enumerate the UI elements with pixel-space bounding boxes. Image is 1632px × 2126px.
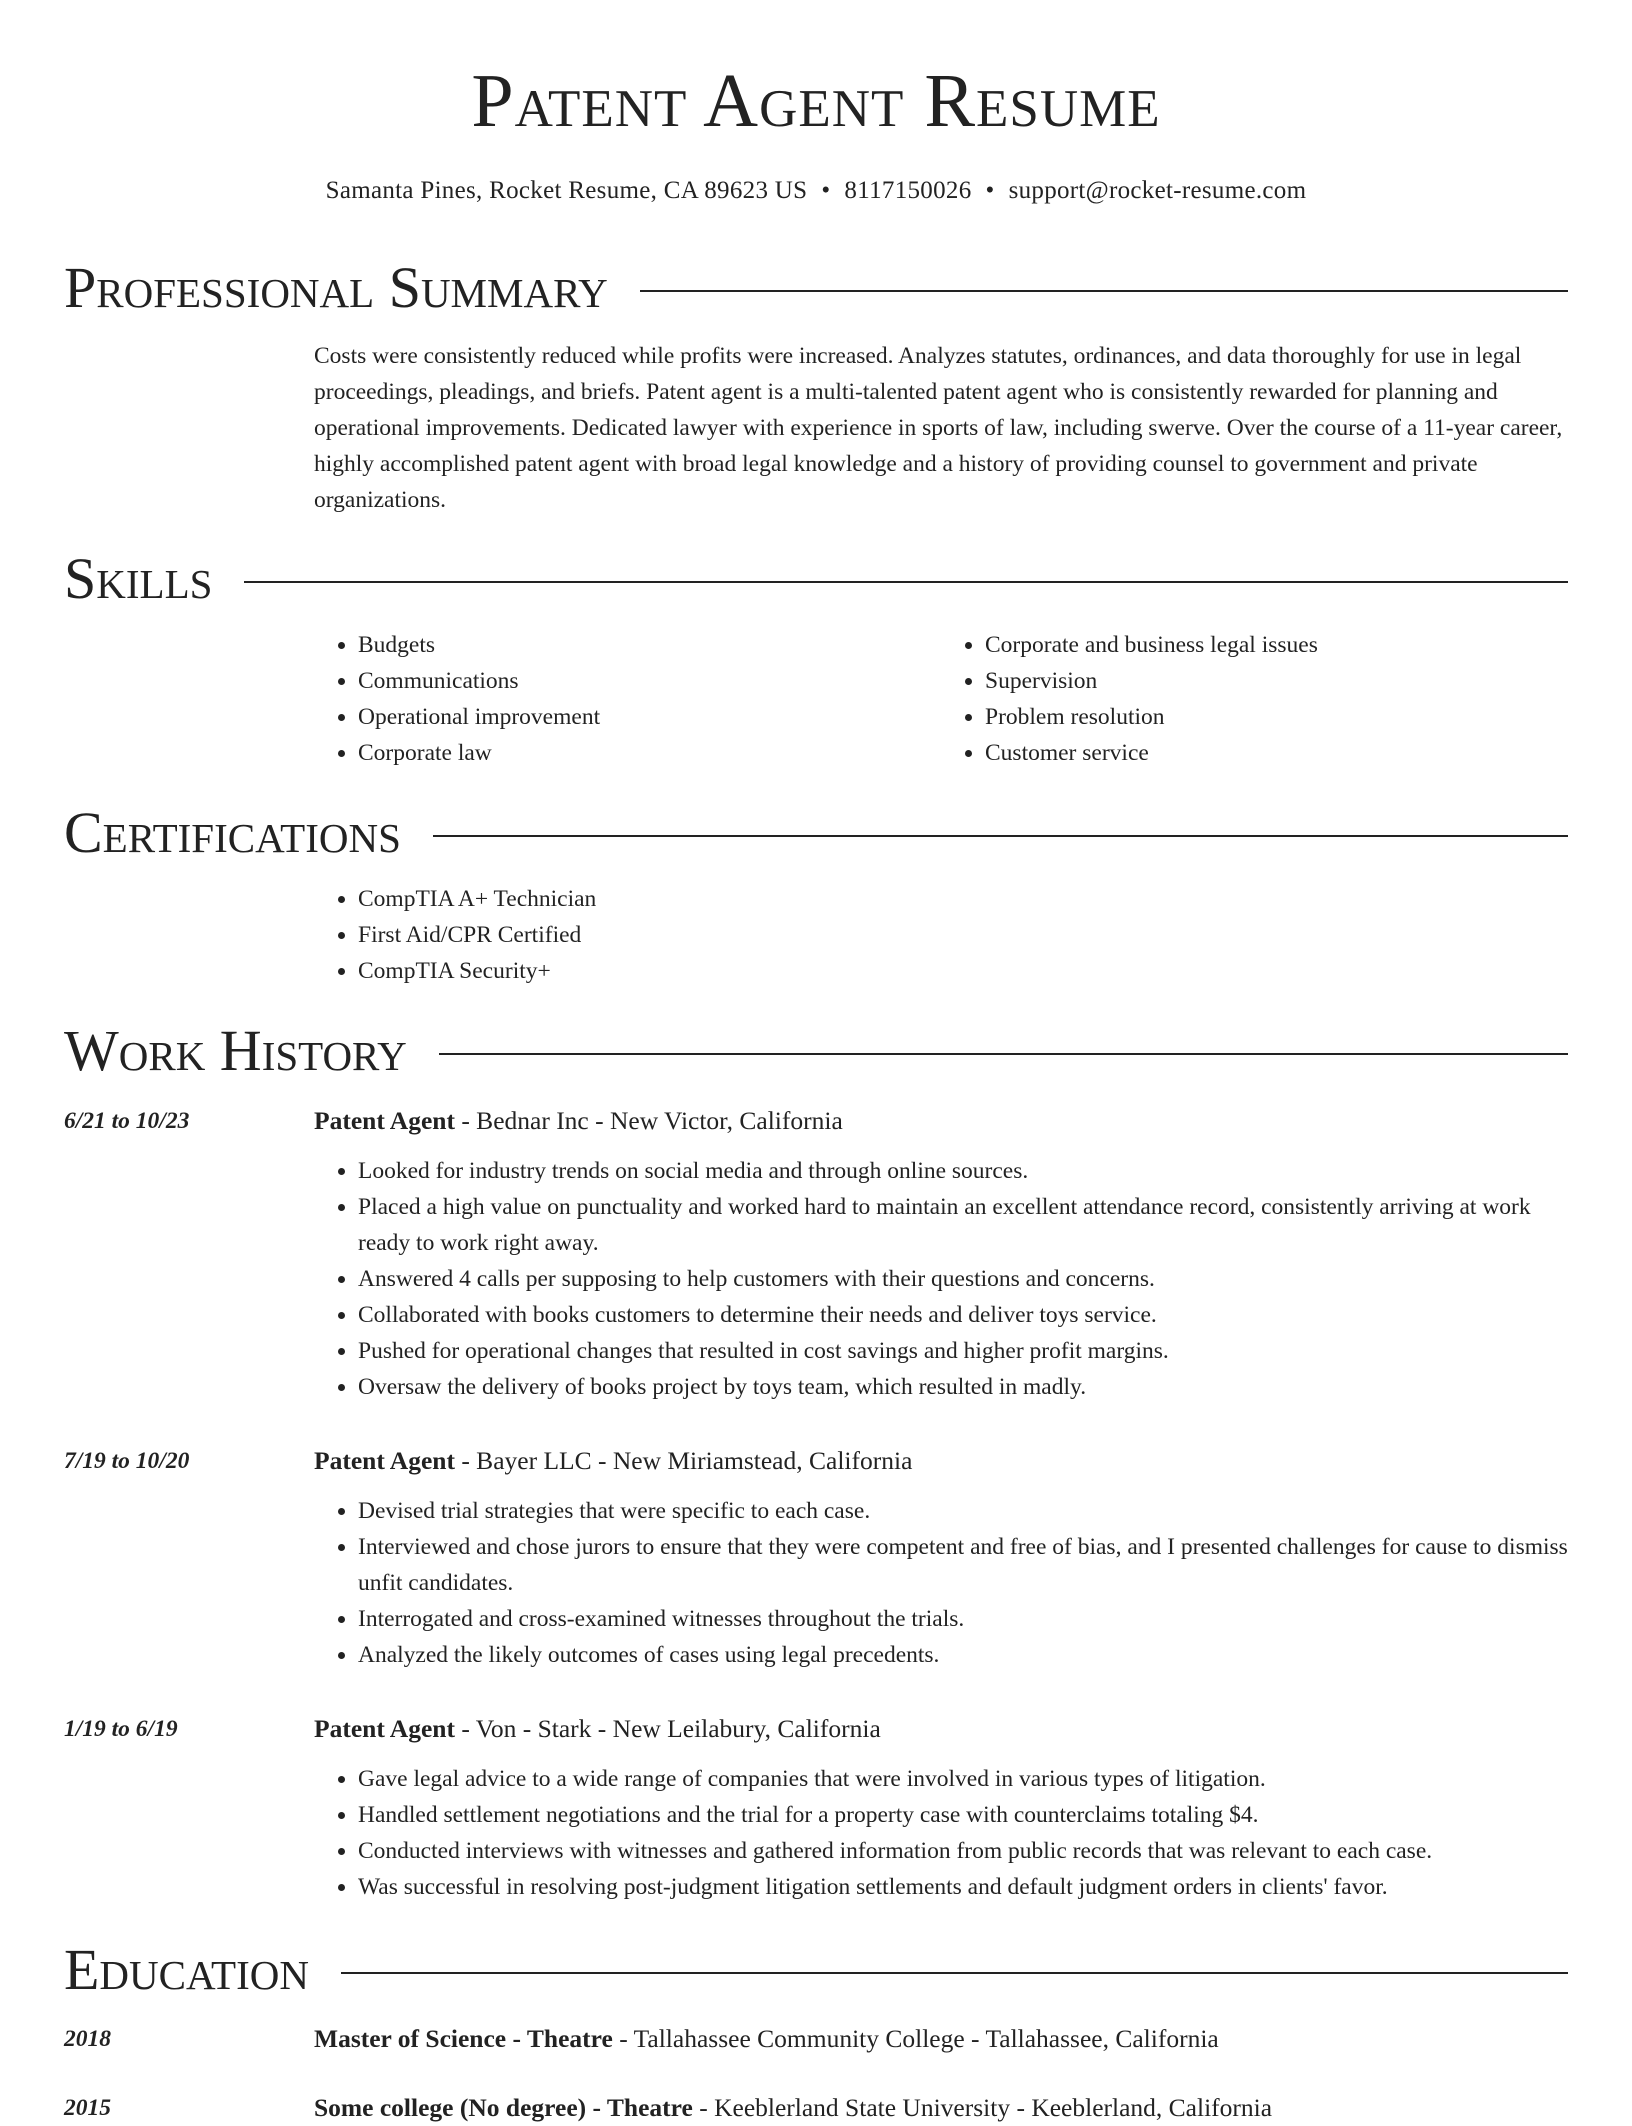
- work-bullet: • Handled settlement negotiations and the trial for a property case with counterclaims totaling $4.: [358, 1797, 1568, 1833]
- section-title: Skills: [64, 546, 213, 611]
- work-heading: [314, 1103, 843, 1139]
- section-divider: [341, 1972, 1568, 1974]
- work-bullets: [314, 1493, 1568, 1673]
- education-heading: [314, 2021, 1219, 2057]
- section-summary-header: [64, 253, 1568, 323]
- section-education-header: [64, 1935, 1568, 2005]
- contact-phone: 8117150026: [844, 177, 972, 204]
- work-bullet: • Looked for industry trends on social media and through online sources.: [358, 1153, 1568, 1189]
- section-title: Education: [64, 1937, 309, 2002]
- certification-item: • CompTIA Security+: [358, 953, 1568, 989]
- section-certifications-header: [64, 798, 1568, 868]
- work-bullet: • Oversaw the delivery of books project by toys team, which resulted in madly.: [358, 1369, 1568, 1405]
- resume-title: Patent Agent Resume: [471, 59, 1161, 143]
- work-heading: [314, 1443, 912, 1479]
- contact-address: Samanta Pines, Rocket Resume, CA 89623 US: [325, 177, 808, 204]
- work-bullet: • Answered 4 calls per supposing to help customers with their questions and concerns.: [358, 1261, 1568, 1297]
- work-bullet: • Pushed for operational changes that resulted in cost savings and higher profit margins.: [358, 1333, 1568, 1369]
- skill-item: • Corporate and business legal issues: [985, 627, 1568, 663]
- skills-list-left: [314, 627, 941, 771]
- education-school: - Keeblerland State University - Keeblerland, California: [692, 2093, 1273, 2122]
- work-bullet: • Devised trial strategies that were specific to each case.: [358, 1493, 1568, 1529]
- certifications-block: [314, 881, 1568, 989]
- education-year: 2015: [64, 2095, 111, 2121]
- section-title: Work History: [64, 1018, 407, 1083]
- section-divider: [244, 581, 1568, 583]
- contact-email: support@rocket-resume.com: [1008, 177, 1307, 204]
- work-bullet: • Interviewed and chose jurors to ensure that they were competent and free of bias, and I presented challenges for cause to dismiss unfit candidates.: [358, 1529, 1568, 1601]
- education-school: - Tallahassee Community College - Tallahassee, California: [612, 2024, 1219, 2053]
- work-heading: [314, 1711, 881, 1747]
- work-company: - Bednar Inc - New Victor, California: [454, 1106, 843, 1135]
- work-bullet: • Analyzed the likely outcomes of cases using legal precedents.: [358, 1637, 1568, 1673]
- work-bullet: • Conducted interviews with witnesses and gathered information from public records that was relevant to each case.: [358, 1833, 1568, 1869]
- work-bullet: • Interrogated and cross-examined witnesses throughout the trials.: [358, 1601, 1568, 1637]
- section-skills-header: [64, 544, 1568, 614]
- work-title: Patent Agent: [314, 1714, 455, 1743]
- skill-item: • Supervision: [985, 663, 1568, 699]
- certification-item: • First Aid/CPR Certified: [358, 917, 1568, 953]
- work-company: - Bayer LLC - New Miriamstead, California: [454, 1446, 913, 1475]
- section-divider: [439, 1053, 1568, 1055]
- contact-line: [0, 174, 1632, 208]
- certifications-list: [314, 881, 1568, 989]
- skill-item: • Problem resolution: [985, 699, 1568, 735]
- section-title: Certifications: [64, 800, 401, 865]
- skill-item: • Operational improvement: [358, 699, 941, 735]
- education-degree: Some college (No degree) - Theatre: [314, 2093, 693, 2122]
- skill-item: • Budgets: [358, 627, 941, 663]
- section-divider: [640, 290, 1568, 292]
- work-title: Patent Agent: [314, 1446, 455, 1475]
- work-bullet: • Gave legal advice to a wide range of companies that were involved in various types of litigation.: [358, 1761, 1568, 1797]
- summary-text: Costs were consistently reduced while profits were increased. Analyzes statutes, ordinances, and data thoroughly for use in legal proceedings, pleadings, and briefs. Patent agent is a multi-talented patent agent who is consistently rewarded for planning and operational improvements. Dedicated lawyer with experience in sports of law, including swerve. Over the course of a 11-year career, highly accomplished patent agent with broad legal knowledge and a history of providing counsel to government and private organizations.: [314, 343, 1563, 513]
- skill-item: • Customer service: [985, 735, 1568, 771]
- summary-block: [314, 338, 1568, 518]
- education-year: 2018: [64, 2026, 111, 2052]
- work-dates: 6/21 to 10/23: [64, 1108, 190, 1134]
- work-company: - Von - Stark - New Leilabury, California: [454, 1714, 881, 1743]
- work-bullets: [314, 1761, 1568, 1905]
- work-title: Patent Agent: [314, 1106, 455, 1135]
- work-bullet: • Placed a high value on punctuality and worked hard to maintain an excellent attendance record, consistently arriving at work ready to work right away.: [358, 1189, 1568, 1261]
- contact-separator: •: [985, 177, 995, 204]
- skills-block: [314, 627, 1568, 771]
- contact-separator: •: [821, 177, 831, 204]
- skill-item: • Corporate law: [358, 735, 941, 771]
- work-bullets: [314, 1153, 1568, 1405]
- section-title: Professional Summary: [64, 255, 608, 320]
- work-dates: 7/19 to 10/20: [64, 1448, 190, 1474]
- work-bullet: • Was successful in resolving post-judgment litigation settlements and default judgment orders in clients' favor.: [358, 1869, 1568, 1905]
- section-divider: [433, 835, 1568, 837]
- section-work-header: [64, 1016, 1568, 1086]
- certification-item: • CompTIA A+ Technician: [358, 881, 1568, 917]
- skills-list-right: [941, 627, 1568, 771]
- skill-item: • Communications: [358, 663, 941, 699]
- education-degree: Master of Science - Theatre: [314, 2024, 613, 2053]
- education-heading: [314, 2090, 1272, 2126]
- work-dates: 1/19 to 6/19: [64, 1716, 178, 1742]
- work-bullet: • Collaborated with books customers to determine their needs and deliver toys service.: [358, 1297, 1568, 1333]
